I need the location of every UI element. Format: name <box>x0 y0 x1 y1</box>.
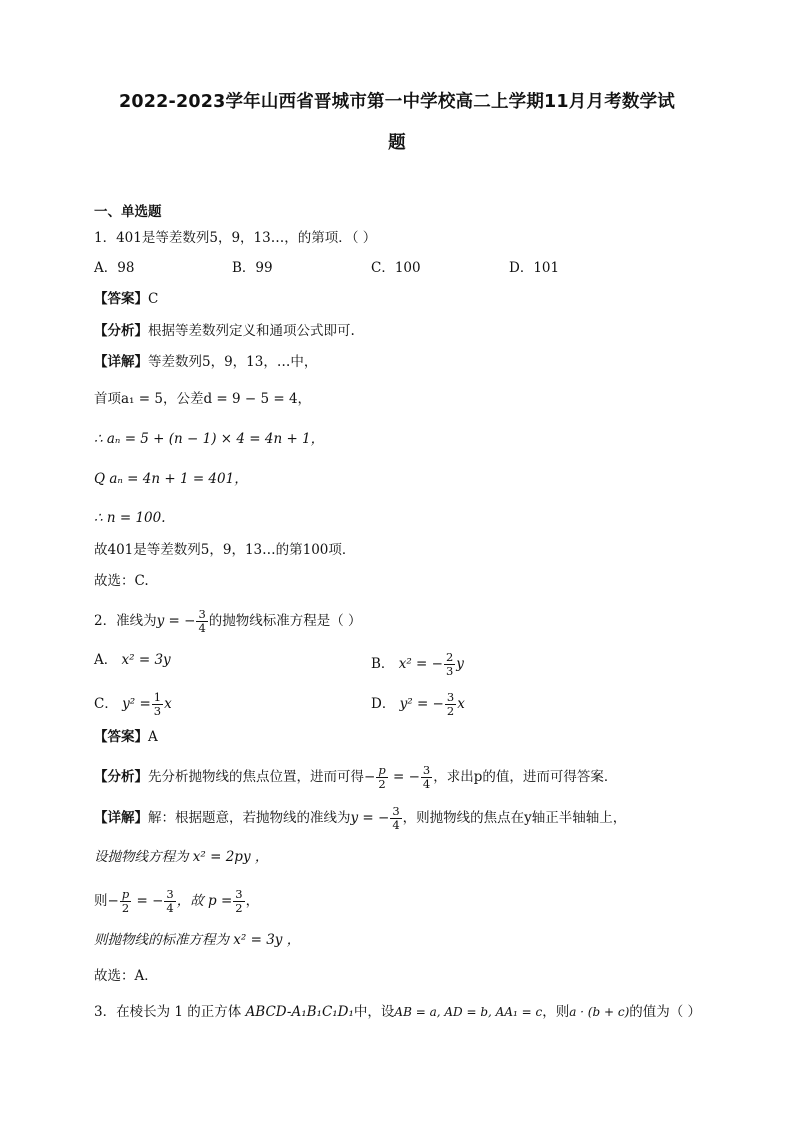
q2-step2: 则− $\frac{p}{2}$ = − $\frac{3}{4}$ ，故 p = $\frac{3}{2}$ ， <box>94 887 260 915</box>
exam-title-line1: 2022-2023学年山西省晋城市第一中学校高二上学期11月月考数学试 <box>118 92 676 112</box>
q1-step2: ∴ aₙ = 5 + (n − 1) × 4 = 4n + 1， <box>94 431 325 447</box>
q2-answer <box>94 728 158 746</box>
detail-tag: 【详解】 <box>94 810 148 826</box>
q1-step4: ∴ n = 100. <box>94 510 166 526</box>
fraction <box>445 691 456 718</box>
option-expr: x² = − <box>398 656 443 672</box>
denominator: 2 <box>446 704 455 718</box>
analysis-tag: 【分析】 <box>94 769 148 785</box>
step2-mid: ，故 p = <box>176 893 233 909</box>
q3-cube: ABCD-A₁B₁C₁D₁ <box>245 1004 354 1020</box>
q3-stem-pre: 3．在棱长为 1 的正方体 <box>94 1004 246 1020</box>
numerator: p <box>378 763 386 777</box>
analysis-text: 根据等差数列定义和通项公式即可. <box>148 323 355 339</box>
exam-title-line2: 题 <box>388 133 406 153</box>
numerator: 2 <box>445 650 454 664</box>
option-label: D． <box>371 696 396 712</box>
fraction <box>421 764 432 791</box>
option-expr: y² = <box>122 696 151 712</box>
q3-stem <box>94 1003 701 1021</box>
q2-step3: 则抛物线的标准方程为 x² = 3y ， <box>94 932 301 948</box>
fraction <box>196 608 207 635</box>
answer-value: A <box>148 729 158 745</box>
denominator: 3 <box>153 704 162 718</box>
numerator: 3 <box>392 804 400 818</box>
q3-stem-post: 的值为（ ） <box>629 1004 702 1020</box>
step2-post: ， <box>245 893 260 909</box>
denominator: 2 <box>235 901 243 915</box>
analysis-tag: 【分析】 <box>94 323 148 339</box>
q2-stem-pre: 2．准线为 <box>94 613 157 629</box>
numerator: p <box>121 887 130 901</box>
q2-detail <box>94 805 626 832</box>
numerator: 1 <box>153 690 162 704</box>
q2-option-a <box>94 651 171 669</box>
q2-option-d: D． y² = − $\frac{3}{2}$ x <box>371 690 465 718</box>
q3-expr: a · (b + c) <box>569 1005 630 1019</box>
option-expr: y² = − <box>399 696 444 712</box>
answer-value: C <box>148 291 159 307</box>
q3-stem-after: ，则 <box>542 1004 570 1020</box>
q2-stem-post: 的抛物线标准方程是（ ） <box>208 613 362 629</box>
denominator: 2 <box>121 901 130 915</box>
fraction <box>390 805 401 832</box>
denominator: 3 <box>445 664 454 678</box>
denominator: 4 <box>198 621 206 635</box>
q1-option-a: A．98 <box>94 260 135 276</box>
answer-tag: 【答案】 <box>94 729 148 745</box>
analysis-post: ，求出p的值，进而可得答案． <box>433 769 618 785</box>
numerator: 3 <box>235 887 243 901</box>
q1-option-b: B．99 <box>232 260 273 276</box>
q3-vectors: AB = a, AD = b, AA₁ = c <box>394 1005 543 1019</box>
step2-pre: 则 <box>94 893 108 909</box>
fraction <box>164 888 175 915</box>
analysis-pre: 先分析抛物线的焦点位置，进而可得 <box>148 769 364 785</box>
answer-tag: 【答案】 <box>94 291 148 307</box>
q1-answer <box>94 290 158 308</box>
q3-stem-mid: 中，设 <box>353 1004 395 1020</box>
option-expr: x² = 3y <box>121 652 171 668</box>
q1-analysis <box>94 322 355 340</box>
q1-choose: 故选：C. <box>94 573 149 589</box>
numerator: 3 <box>422 763 431 777</box>
fraction <box>152 691 163 718</box>
detail-post: ，则抛物线的焦点在y轴正半轴轴上， <box>402 810 627 826</box>
detail-pre: 解：根据题意，若抛物线的准线为 <box>148 810 351 826</box>
q2-stem <box>94 608 362 635</box>
detail-eq: y = − <box>350 810 390 826</box>
denominator: 4 <box>166 901 174 915</box>
numerator: 3 <box>446 690 455 704</box>
option-label: A． <box>94 652 118 668</box>
fraction <box>444 651 455 678</box>
q2-choose: 故选：A． <box>94 968 158 984</box>
option-label: C． <box>94 696 118 712</box>
q2-stem-eq: y = − <box>156 613 196 629</box>
detail-text: 等差数列5，9，13，…中， <box>148 354 318 370</box>
q1-conclusion: 故401是等差数列5，9，13…的第100项． <box>94 542 356 558</box>
denominator: 4 <box>392 818 400 832</box>
q2-analysis: 【分析】先分析抛物线的焦点位置，进而可得− $\frac{p}{2}$ = − $\frac{3}{4}$ ，求出p的值，进而可得答案． <box>94 763 618 791</box>
q2-step1: 设抛物线方程为 x² = 2py ， <box>94 849 269 865</box>
q1-step3: Q aₙ = 4n + 1 = 401， <box>94 471 248 487</box>
q2-option-c: C． y² = $\frac{1}{3}$ x <box>94 690 172 718</box>
q1-detail <box>94 353 317 371</box>
fraction <box>120 888 131 915</box>
fraction <box>376 764 387 791</box>
q1-step1: 首项a₁ = 5，公差d = 9 − 5 = 4， <box>94 391 312 407</box>
option-label: B． <box>371 656 395 672</box>
q1-stem: 1．401是等差数列5，9，13…，的第项．（ ） <box>94 230 377 246</box>
section-heading: 一、单选题 <box>94 204 162 220</box>
detail-tag: 【详解】 <box>94 354 148 370</box>
q1-option-d: D．101 <box>509 260 560 276</box>
denominator: 2 <box>378 777 386 791</box>
numerator: 3 <box>198 607 206 621</box>
q2-option-b: B． x² = − $\frac{2}{3}$ y <box>371 650 464 678</box>
q1-option-c: C．100 <box>371 260 421 276</box>
denominator: 4 <box>422 777 431 791</box>
numerator: 3 <box>166 887 174 901</box>
fraction <box>233 888 244 915</box>
